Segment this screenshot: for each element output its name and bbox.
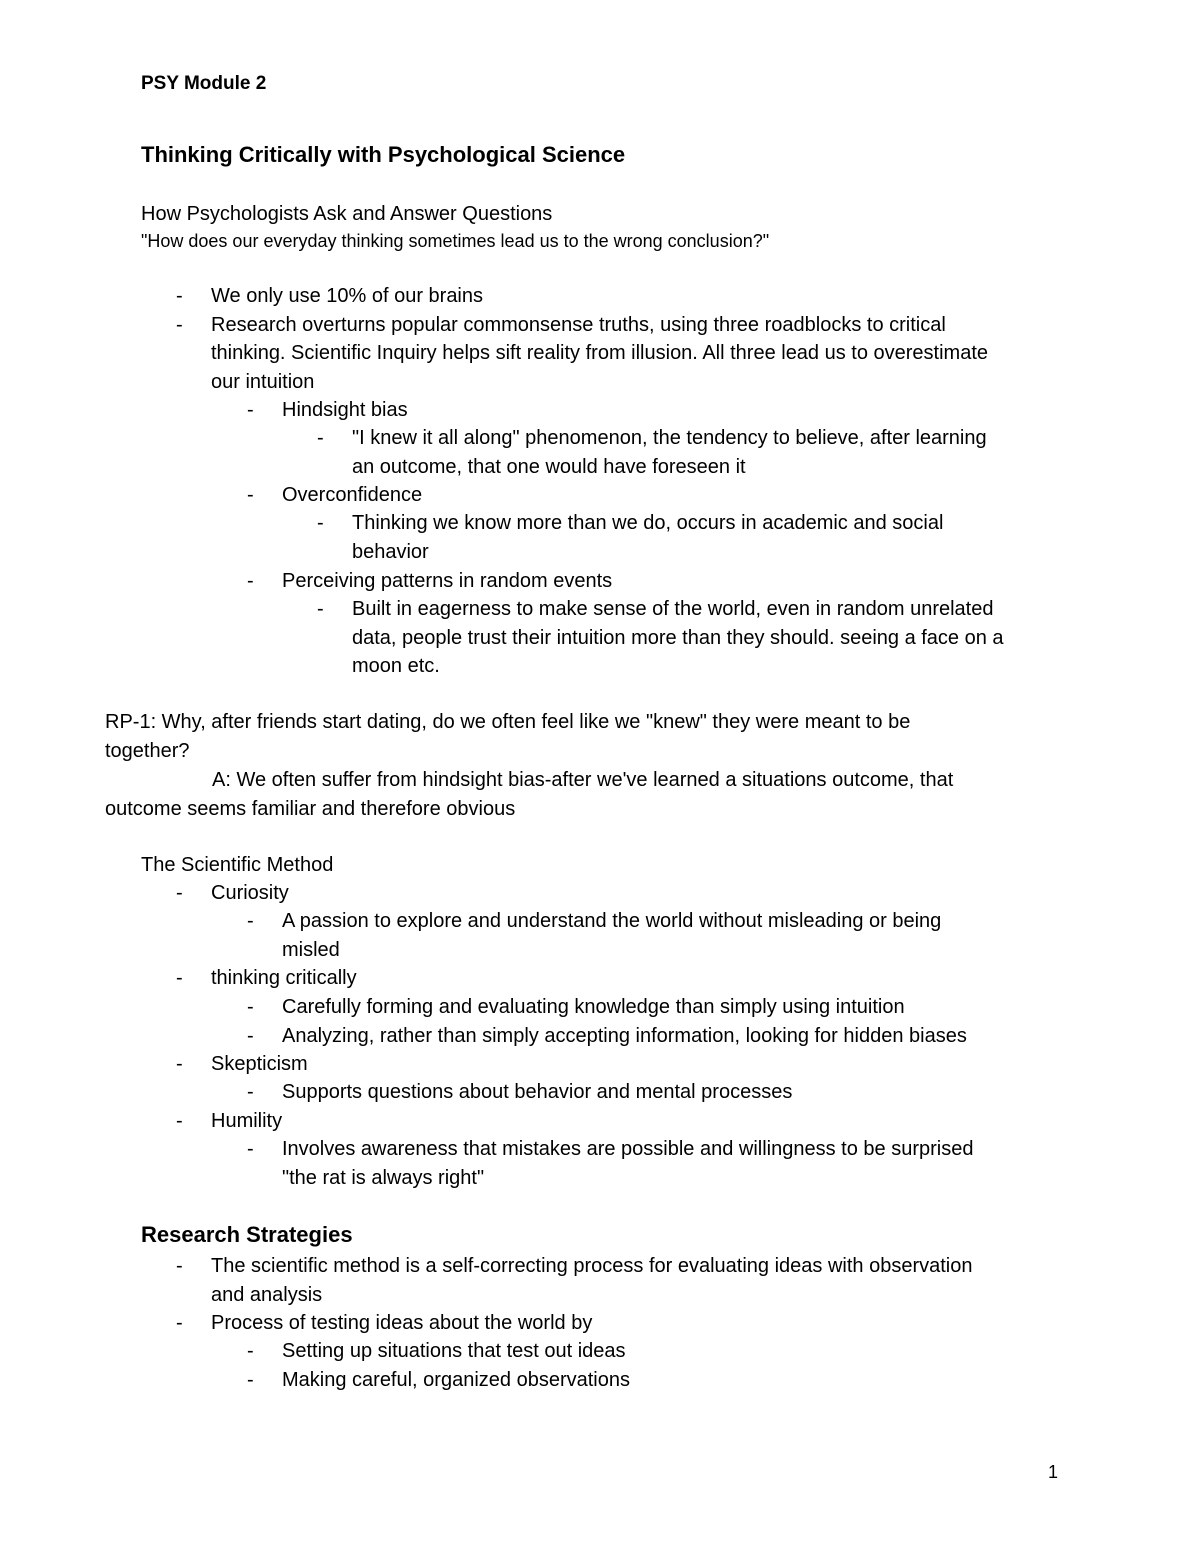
bullet-dash: -	[317, 598, 324, 620]
bullet-dash: -	[247, 1340, 254, 1362]
list-item: Overconfidence	[282, 484, 423, 506]
list-item: Supports questions about behavior and mental processes	[282, 1081, 793, 1103]
list-item: thinking critically	[211, 967, 357, 989]
bullet-dash: -	[247, 910, 254, 932]
list-item-continuation: and analysis	[211, 1284, 323, 1306]
list-item-continuation: "the rat is always right"	[282, 1167, 485, 1189]
bullet-dash: -	[176, 967, 183, 989]
bullet-dash: -	[247, 996, 254, 1018]
bullet-dash: -	[247, 1025, 254, 1047]
list-item: Thinking we know more than we do, occurs in academic and social	[352, 512, 944, 534]
list-item: Involves awareness that mistakes are possible and willingness to be surprised	[282, 1138, 974, 1160]
list-item: Hindsight bias	[282, 399, 408, 421]
list-item: Perceiving patterns in random events	[282, 570, 613, 592]
list-item: A passion to explore and understand the world without misleading or being	[282, 910, 942, 932]
guiding-question: "How does our everyday thinking sometimes lead us to the wrong conclusion?"	[141, 231, 770, 251]
review-question: RP-1: Why, after friends start dating, do we often feel like we "knew" they were meant to be	[105, 711, 911, 733]
list-item: Carefully forming and evaluating knowledge than simply using intuition	[282, 996, 905, 1018]
bullet-dash: -	[247, 1081, 254, 1103]
review-answer-continuation: outcome seems familiar and therefore obvious	[105, 798, 516, 820]
list-item: Analyzing, rather than simply accepting information, looking for hidden biases	[282, 1025, 967, 1047]
section-heading-psychologists: How Psychologists Ask and Answer Questions	[141, 203, 553, 225]
bullet-dash: -	[247, 1369, 254, 1391]
list-item: Making careful, organized observations	[282, 1369, 630, 1391]
list-item-continuation: our intuition	[211, 371, 315, 393]
list-item: Curiosity	[211, 882, 289, 904]
review-question-continuation: together?	[105, 740, 190, 762]
bullet-dash: -	[247, 570, 254, 592]
list-item: Setting up situations that test out ideas	[282, 1340, 626, 1362]
list-item: Humility	[211, 1110, 283, 1132]
module-label: PSY Module 2	[141, 73, 267, 94]
list-item-continuation: moon etc.	[352, 655, 440, 677]
bullet-dash: -	[176, 285, 183, 307]
list-item-continuation: data, people trust their intuition more than they should. seeing a face on a	[352, 627, 1004, 649]
bullet-dash: -	[247, 1138, 254, 1160]
bullet-dash: -	[176, 1110, 183, 1132]
list-item: Skepticism	[211, 1053, 308, 1075]
bullet-dash: -	[176, 1312, 183, 1334]
list-item: "I knew it all along" phenomenon, the tendency to believe, after learning	[352, 427, 987, 449]
list-item: Built in eagerness to make sense of the world, even in random unrelated	[352, 598, 994, 620]
section-heading-research-strategies: Research Strategies	[141, 1222, 353, 1247]
bullet-dash: -	[176, 882, 183, 904]
bullet-dash: -	[317, 427, 324, 449]
bullet-dash: -	[176, 1255, 183, 1277]
bullet-dash: -	[317, 512, 324, 534]
page-number: 1	[1048, 1462, 1059, 1482]
section-heading-scientific-method: The Scientific Method	[141, 854, 334, 876]
list-item: The scientific method is a self-correcting process for evaluating ideas with observation	[211, 1255, 973, 1277]
review-answer: A: We often suffer from hindsight bias-after we've learned a situations outcome, that	[212, 769, 954, 791]
list-item: Process of testing ideas about the world by	[211, 1312, 593, 1334]
list-item: Research overturns popular commonsense truths, using three roadblocks to critical	[211, 314, 946, 336]
list-item-continuation: misled	[282, 939, 340, 961]
bullet-dash: -	[247, 484, 254, 506]
bullet-dash: -	[176, 314, 183, 336]
list-item: We only use 10% of our brains	[211, 285, 484, 307]
document-title: Thinking Critically with Psychological Science	[141, 142, 626, 167]
bullet-dash: -	[176, 1053, 183, 1075]
list-item-continuation: behavior	[352, 541, 429, 563]
bullet-dash: -	[247, 399, 254, 421]
list-item-continuation: an outcome, that one would have foreseen it	[352, 456, 746, 478]
list-item-continuation: thinking. Scientific Inquiry helps sift reality from illusion. All three lead us to overestimate	[211, 342, 989, 364]
